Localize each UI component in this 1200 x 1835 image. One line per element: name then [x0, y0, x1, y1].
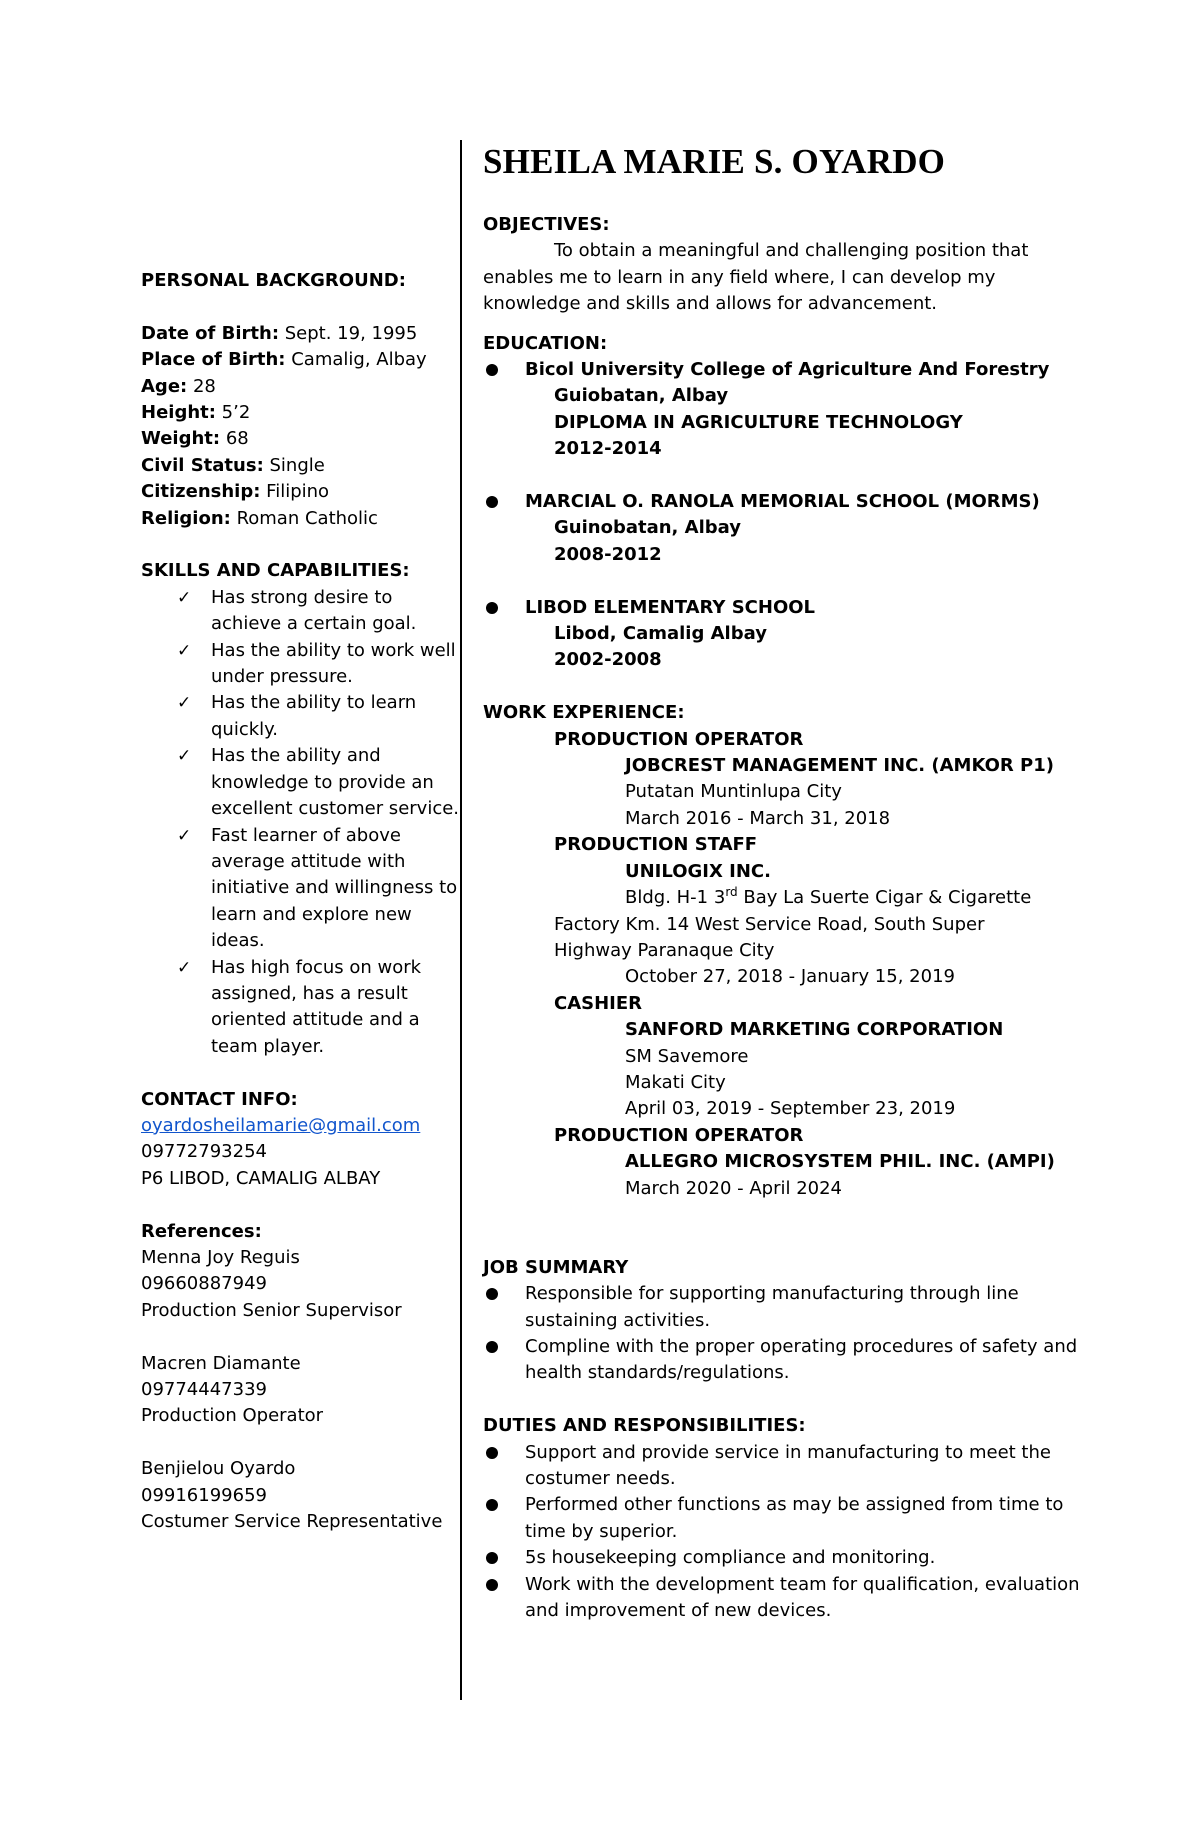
duty-text: 5s housekeeping compliance and monitoring. — [525, 1547, 936, 1569]
duty-text: Performed other functions as may be assigned from time to time by superior. — [525, 1494, 1064, 1542]
duties-heading: DUTIES AND RESPONSIBILITIES: — [483, 1415, 806, 1437]
personal-field-pob — [141, 347, 461, 373]
job-dates: April 03, 2019 - September 23, 2019 — [625, 1098, 956, 1120]
job-dates: October 27, 2018 - January 15, 2019 — [625, 966, 955, 988]
job-position: PRODUCTION STAFF — [554, 834, 758, 856]
summary-text: Responsible for supporting manufacturing through line sustaining activities. — [525, 1283, 1019, 1331]
school-name: MARCIAL O. RANOLA MEMORIAL SCHOOL (MORMS) — [525, 491, 1040, 513]
bullet-icon — [486, 364, 498, 376]
field-label: Citizenship: — [141, 481, 261, 503]
duty-item — [483, 1545, 1083, 1571]
summary-text: Compline with the proper operating procedures of safety and health standards/regulations. — [525, 1335, 1078, 1384]
job-location: Makati City — [625, 1071, 726, 1093]
references-heading: References: — [141, 1220, 262, 1242]
job-location: SM Savemore — [625, 1045, 749, 1067]
reference-name: Benjielou Oyardo — [141, 1458, 296, 1480]
objectives-heading: OBJECTIVES: — [483, 214, 610, 235]
school-years: 2012-2014 — [554, 438, 662, 460]
field-value: Filipino — [260, 481, 330, 503]
reference-phone: 09916199659 — [141, 1484, 267, 1506]
reference-title: Costumer Service Representative — [141, 1511, 443, 1532]
school-place: Libod, Camalig Albay — [554, 623, 767, 645]
skill-text: Has the ability and knowledge to provide an excellent customer service. — [211, 745, 460, 820]
applicant-name: SHEILA MARIE S. OYARDO — [483, 142, 946, 181]
objectives-text: To obtain a meaningful and challenging position that enables me to learn in any field where, I can develop my knowledge and skills and allows for advancement. — [483, 240, 1029, 315]
reference-title: Production Senior Supervisor — [141, 1299, 402, 1321]
address-superscript: rd — [725, 885, 738, 900]
email-link[interactable]: oyardosheilamarie@gmail.com — [141, 1114, 421, 1136]
field-label: Date of Birth: — [141, 322, 280, 344]
bullet-icon — [486, 602, 498, 614]
left-column — [141, 268, 461, 1535]
field-value: Camalig, Albay — [285, 349, 427, 371]
duty-item — [483, 1572, 1083, 1625]
summary-item — [483, 1334, 1083, 1387]
checkmark-icon: ✓ — [177, 640, 192, 661]
reference-phone: 09660887949 — [141, 1273, 267, 1295]
job-company: JOBCREST MANAGEMENT INC. (AMKOR P1) — [625, 755, 1054, 777]
skill-item — [141, 823, 461, 955]
school-place: Guiobatan, Albay — [554, 385, 729, 407]
school-years: 2008-2012 — [554, 543, 662, 565]
bullet-icon — [486, 1499, 498, 1511]
job-address-line: Highway Paranaque City — [554, 939, 775, 961]
reference-name: Menna Joy Reguis — [141, 1246, 300, 1268]
personal-field-height — [141, 400, 461, 426]
job-position: CASHIER — [554, 992, 643, 1014]
job-location: Putatan Muntinlupa City — [625, 781, 842, 803]
school-name: Bicol University College of Agriculture And Forestry — [525, 359, 1050, 381]
bullet-icon — [486, 1447, 498, 1459]
job-company: ALLEGRO MICROSYSTEM PHIL. INC. (AMPI) — [625, 1151, 1055, 1173]
field-value: Sept. 19, 1995 — [279, 322, 418, 344]
job-address-line: Factory Km. 14 West Service Road, South Super — [554, 913, 985, 935]
field-label: Height: — [141, 402, 216, 424]
skills-heading: SKILLS AND CAPABILITIES: — [141, 560, 410, 582]
skill-item — [141, 955, 461, 1061]
field-value: 28 — [187, 375, 216, 397]
personal-field-citizenship — [141, 479, 461, 505]
bullet-icon — [486, 1552, 498, 1564]
skill-item — [141, 690, 461, 743]
summary-item — [483, 1281, 1083, 1334]
bullet-icon — [486, 1288, 498, 1300]
checkmark-icon: ✓ — [177, 693, 192, 714]
checkmark-icon: ✓ — [177, 746, 192, 767]
education-entry — [483, 489, 1083, 568]
bullet-icon — [486, 1579, 498, 1591]
work-experience-heading: WORK EXPERIENCE: — [483, 702, 685, 724]
field-label: Place of Birth: — [141, 349, 286, 371]
education-entry — [483, 357, 1083, 463]
school-place: Guinobatan, Albay — [554, 517, 741, 539]
job-address — [483, 885, 1083, 911]
skill-text: Has strong desire to achieve a certain goal. — [211, 586, 417, 635]
checkmark-icon: ✓ — [177, 825, 192, 846]
job-company: UNILOGIX INC. — [625, 860, 771, 882]
field-label: Weight: — [141, 428, 221, 450]
bullet-icon — [486, 496, 498, 508]
reference-title: Production Operator — [141, 1405, 324, 1427]
skill-item — [141, 743, 461, 822]
skill-item — [141, 585, 461, 638]
personal-field-civil-status — [141, 453, 461, 479]
address-part: Bldg. H-1 3 — [625, 887, 726, 909]
address-part: Bay La Suerte Cigar & Cigarette — [737, 887, 1032, 909]
job-position: PRODUCTION OPERATOR — [554, 1124, 804, 1146]
personal-field-age — [141, 374, 461, 400]
job-company: SANFORD MARKETING CORPORATION — [625, 1019, 1004, 1041]
bullet-icon — [486, 1341, 498, 1353]
duty-text: Work with the development team for qualification, evaluation and improvement of new devices. — [525, 1573, 1080, 1622]
field-label: Age: — [141, 375, 188, 397]
skill-item — [141, 638, 461, 691]
field-value: Single — [263, 454, 325, 476]
reference-name: Macren Diamante — [141, 1352, 301, 1374]
checkmark-icon: ✓ — [177, 957, 192, 978]
checkmark-icon: ✓ — [177, 587, 192, 608]
field-label: Religion: — [141, 507, 231, 529]
field-value: 68 — [220, 428, 249, 450]
duty-item — [483, 1492, 1083, 1545]
contact-heading: CONTACT INFO: — [141, 1088, 298, 1110]
personal-background-heading: PERSONAL BACKGROUND: — [141, 270, 406, 291]
field-label: Civil Status: — [141, 454, 264, 476]
school-name: LIBOD ELEMENTARY SCHOOL — [525, 596, 816, 618]
contact-phone: 09772793254 — [141, 1141, 267, 1163]
education-heading: EDUCATION: — [483, 332, 608, 354]
duty-item — [483, 1440, 1083, 1493]
skill-text: Has the ability to work well under pressure. — [211, 639, 456, 688]
field-value: 5’2 — [215, 402, 251, 424]
right-column — [483, 140, 1083, 1624]
education-entry — [483, 595, 1083, 674]
field-value: Roman Catholic — [230, 507, 378, 529]
school-years: 2002-2008 — [554, 649, 662, 671]
personal-field-religion — [141, 506, 461, 532]
job-dates: March 2016 - March 31, 2018 — [625, 807, 891, 829]
school-degree: DIPLOMA IN AGRICULTURE TECHNOLOGY — [554, 411, 963, 433]
skill-text: Has high focus on work assigned, has a result oriented attitude and a team player. — [211, 956, 422, 1057]
job-position: PRODUCTION OPERATOR — [554, 728, 804, 750]
personal-field-weight — [141, 426, 461, 452]
skill-text: Fast learner of above average attitude with initiative and willingness to learn and explore new ideas. — [211, 824, 458, 952]
job-dates: March 2020 - April 2024 — [625, 1177, 843, 1199]
contact-address: P6 LIBOD, CAMALIG ALBAY — [141, 1167, 381, 1189]
skill-text: Has the ability to learn quickly. — [211, 692, 417, 740]
personal-field-dob — [141, 321, 461, 347]
job-summary-heading: JOB SUMMARY — [483, 1256, 629, 1278]
duty-text: Support and provide service in manufacturing to meet the costumer needs. — [525, 1441, 1051, 1489]
reference-phone: 09774447339 — [141, 1378, 267, 1400]
